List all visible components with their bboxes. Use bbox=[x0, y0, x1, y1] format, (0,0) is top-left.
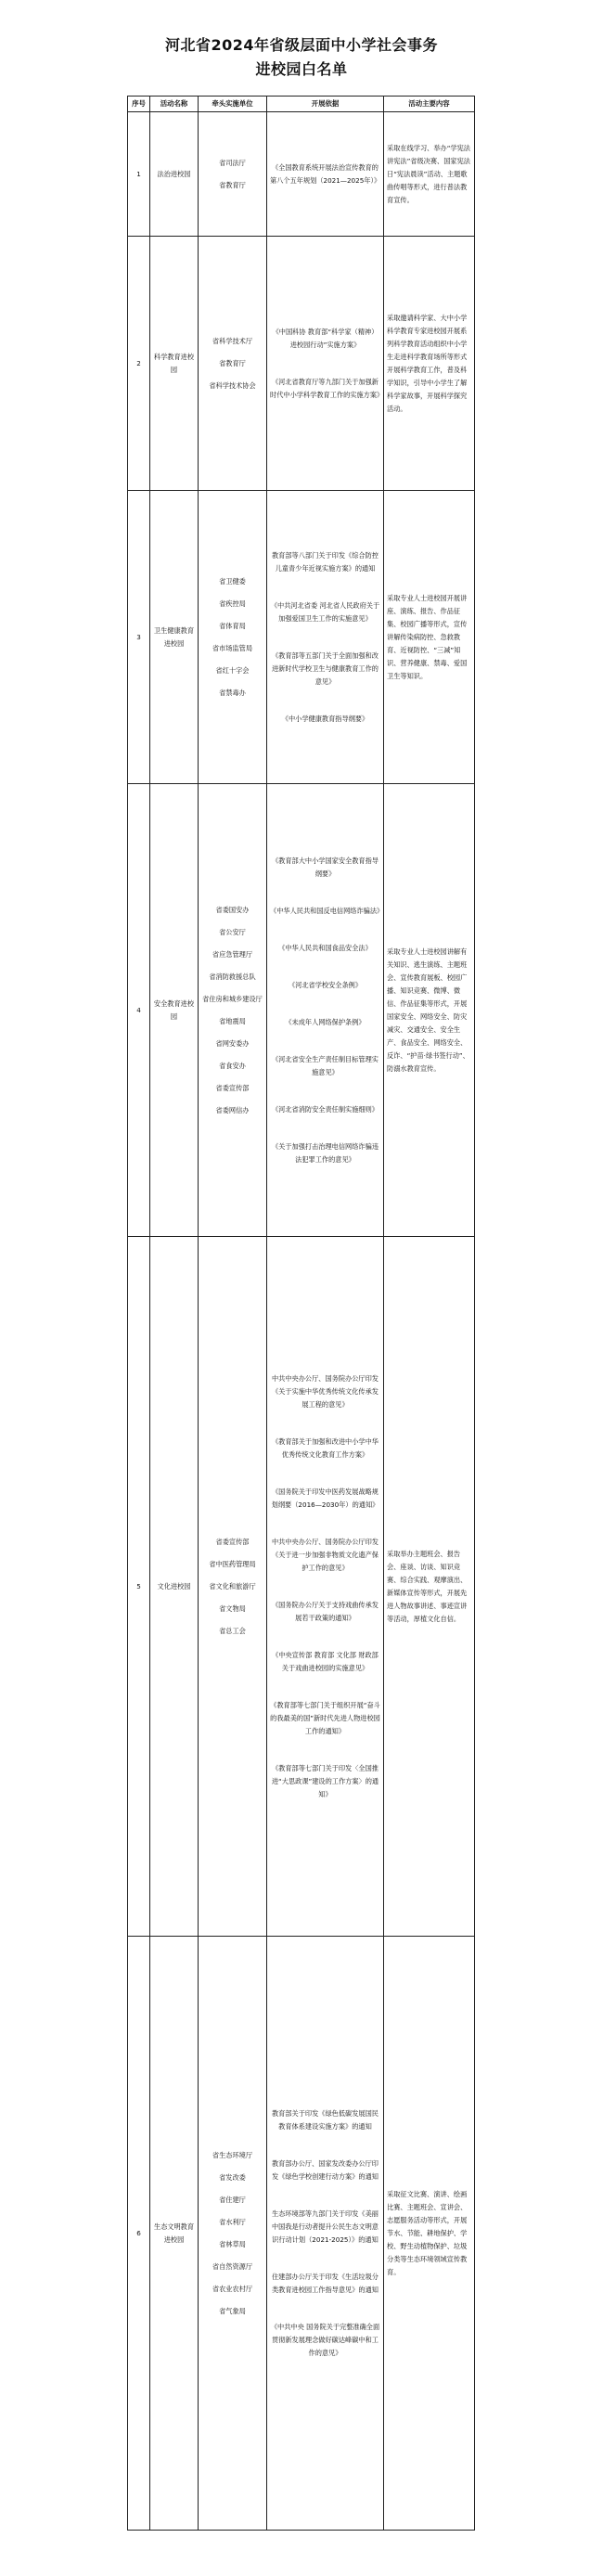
basis-item: 教育部等八部门关于印发《综合防控儿童青少年近视实施方案》的通知 bbox=[271, 550, 378, 573]
basis-item: 《河北省学校安全条例》 bbox=[288, 980, 363, 989]
lead-unit: 省疾控局 bbox=[219, 599, 246, 608]
lead-unit: 省教育厅 bbox=[219, 358, 246, 367]
basis-item: 《未成年人网络保护条例》 bbox=[285, 1017, 366, 1026]
basis-item: 住建部办公厅关于印发《生活垃圾分类教育进校园工作指导意见》的通知 bbox=[271, 2272, 378, 2294]
row-content: 采取在线学习、举办“学宪法讲宪法”省级决赛、国家宪法日“宪法晨读”活动、主题歌曲传唱等形式，进行普法教育宣传。 bbox=[384, 112, 475, 237]
basis-item: 《河北省教育厅等九部门关于加强新时代中小学科学教育工作的实施方案》 bbox=[270, 377, 384, 399]
lead-unit: 省网安委办 bbox=[215, 1038, 250, 1048]
row-basis bbox=[267, 112, 384, 237]
basis-item: 《河北省安全生产责任制目标管理实施意见》 bbox=[271, 1054, 378, 1076]
header-activity: 活动名称 bbox=[150, 97, 199, 112]
row-lead-units bbox=[199, 237, 267, 491]
lead-unit: 省住房和城乡建设厅 bbox=[202, 994, 263, 1003]
lead-unit: 省委宣传部 bbox=[215, 1083, 250, 1092]
row-basis bbox=[267, 237, 384, 491]
row-no: 5 bbox=[128, 1237, 150, 1937]
row-activity: 法治进校园 bbox=[150, 112, 199, 237]
lead-unit: 省科学技术厅 bbox=[212, 336, 253, 345]
header-content: 活动主要内容 bbox=[384, 97, 475, 112]
header-lead-unit: 牵头实施单位 bbox=[199, 97, 267, 112]
row-activity: 安全教育进校园 bbox=[150, 784, 199, 1237]
table-row bbox=[128, 491, 475, 784]
basis-item: 《中华人民共和国食品安全法》 bbox=[278, 943, 372, 952]
title-line-1: 河北省2024年省级层面中小学社会事务 bbox=[164, 36, 439, 54]
lead-unit: 省文物局 bbox=[219, 1604, 246, 1613]
header-no: 序号 bbox=[128, 97, 150, 112]
row-no: 4 bbox=[128, 784, 150, 1237]
basis-item: 《河北省消防安全责任制实施细则》 bbox=[271, 1104, 378, 1114]
row-content: 采取邀请科学家、大中小学科学教育专家进校园开展系列科学教育活动组织中小学生走进科学教育场所等形式开展科学教育工作，普及科学知识，引导中小学生了解科学家故事，开展科学探究活动。 bbox=[384, 237, 475, 491]
table-row bbox=[128, 1237, 475, 1937]
basis-item: 教育部办公厅、国家发改委办公厅印发《绿色学校创建行动方案》的通知 bbox=[271, 2158, 378, 2181]
basis-item: 中共中央办公厅、国务院办公厅印发《关于实施中华优秀传统文化传承发展工程的意见》 bbox=[271, 1373, 378, 1409]
header-basis: 开展依据 bbox=[267, 97, 384, 112]
lead-unit: 省禁毒办 bbox=[219, 688, 246, 697]
row-lead-units bbox=[199, 112, 267, 237]
document-title bbox=[0, 33, 603, 82]
basis-item: 《关于加强打击治理电信网络诈骗违法犯罪工作的意见》 bbox=[271, 1141, 378, 1164]
lead-unit: 省生态环境厅 bbox=[212, 2150, 253, 2159]
lead-unit: 省农业农村厅 bbox=[212, 2284, 253, 2293]
lead-unit: 省红十字会 bbox=[215, 665, 250, 675]
row-content: 采取专业人士进校园讲解有关知识、逃生演练、主题班会、宣传教育展板、校园广播、知识竞赛、微博、微信、作品征集等形式，开展国家安全、网络安全、防灾减灾、交通安全、安全生产、食品安全、网络安全、反诈、“护苗·绿书签行动”、防溺水教育宣传。 bbox=[384, 784, 475, 1237]
lead-unit: 省消防救援总队 bbox=[209, 972, 256, 981]
row-no: 1 bbox=[128, 112, 150, 237]
lead-unit: 省林草局 bbox=[219, 2239, 246, 2248]
lead-unit: 省地震局 bbox=[219, 1016, 246, 1025]
row-no: 6 bbox=[128, 1937, 150, 2531]
lead-unit: 省总工会 bbox=[219, 1626, 246, 1635]
table-row bbox=[128, 1937, 475, 2531]
row-content: 采取征文比赛、演讲、绘画比赛、主题班会、宣讲会、志愿服务活动等形式，开展节水、节能、耕地保护、学校、野生动植物保护、垃圾分类等生态环境领域宣传教育。 bbox=[384, 1937, 475, 2531]
row-lead-units bbox=[199, 491, 267, 784]
row-basis bbox=[267, 491, 384, 784]
whitelist-table bbox=[127, 96, 475, 2531]
basis-item: 《教育部等七部门关于组织开展“奋斗的我最美的国”新时代先进人物进校园工作的通知》 bbox=[270, 1700, 380, 1735]
row-activity: 卫生健康教育进校园 bbox=[150, 491, 199, 784]
table-row bbox=[128, 784, 475, 1237]
row-content: 采取举办主题班会、报告会、座谈、访谈、知识竞赛、综合实践、观摩演出、新媒体宣传等形式，开展先进人物故事讲述、事迹宣讲等活动，厚植文化自信。 bbox=[384, 1237, 475, 1937]
basis-item: 《中国科协 教育部“科学家（精神）进校园行动”实施方案》 bbox=[272, 327, 378, 349]
lead-unit: 省体育局 bbox=[219, 621, 246, 630]
basis-item: 《中央宣传部 教育部 文化部 财政部关于戏曲进校园的实施意见》 bbox=[272, 1650, 378, 1672]
basis-item: 《教育部大中小学国家安全教育指导纲要》 bbox=[271, 856, 378, 878]
lead-unit: 省应急管理厅 bbox=[212, 949, 253, 959]
basis-item: 生态环境部等九部门关于印发《美丽中国我是行动者提升公民生态文明意识行动计划（2021-2025）》的通知 bbox=[271, 2209, 378, 2244]
row-basis bbox=[267, 1237, 384, 1937]
lead-unit: 省教育厅 bbox=[219, 180, 246, 189]
table-body bbox=[128, 112, 475, 2531]
row-lead-units bbox=[199, 784, 267, 1237]
row-basis bbox=[267, 1937, 384, 2531]
basis-item: 《国务院关于印发中医药发展战略规划纲要（2016—2030年）的通知》 bbox=[271, 1487, 379, 1509]
lead-unit: 省水利厅 bbox=[219, 2217, 246, 2226]
row-content: 采取专业人士进校园开展讲座、演练、报告、作品征集、校园广播等形式，宣传讲解传染病防控、急救教育、近视防控、“三减”知识、营养健康、禁毒、爱国卫生等知识。 bbox=[384, 491, 475, 784]
row-lead-units bbox=[199, 1237, 267, 1937]
basis-item: 《中共中央 国务院关于完整准确全面贯彻新发展理念做好碳达峰碳中和工作的意见》 bbox=[270, 2322, 380, 2357]
basis-item: 《全国教育系统开展法治宣传教育的第八个五年规划（2021—2025年）》 bbox=[270, 162, 381, 185]
basis-item: 《中小学健康教育指导纲要》 bbox=[281, 714, 369, 723]
row-no: 3 bbox=[128, 491, 150, 784]
lead-unit: 省市场监管局 bbox=[212, 643, 253, 652]
lead-unit: 省气象局 bbox=[219, 2306, 246, 2315]
lead-unit: 省中医药管理局 bbox=[209, 1559, 256, 1568]
lead-unit: 省食安办 bbox=[219, 1061, 246, 1070]
table-header-row bbox=[128, 97, 475, 112]
basis-item: 《教育部等七部门关于印发〈全国推进“大思政课”建设的工作方案〉的通知》 bbox=[271, 1763, 379, 1798]
lead-unit: 省公安厅 bbox=[219, 927, 246, 936]
table-row bbox=[128, 237, 475, 491]
row-activity: 生态文明教育进校园 bbox=[150, 1937, 199, 2531]
lead-unit: 省卫健委 bbox=[219, 576, 246, 586]
lead-unit: 省文化和旅游厅 bbox=[209, 1581, 256, 1591]
row-basis bbox=[267, 784, 384, 1237]
row-lead-units bbox=[199, 1937, 267, 2531]
lead-unit: 省委宣传部 bbox=[215, 1537, 250, 1546]
basis-item: 《教育部等五部门关于全面加强和改进新时代学校卫生与健康教育工作的意见》 bbox=[271, 650, 378, 686]
basis-item: 《教育部关于加强和改进中小学中华优秀传统文化教育工作方案》 bbox=[271, 1436, 378, 1459]
table-row bbox=[128, 112, 475, 237]
lead-unit: 省科学技术协会 bbox=[209, 380, 256, 390]
row-activity: 文化进校园 bbox=[150, 1237, 199, 1937]
lead-unit: 省司法厅 bbox=[219, 158, 246, 167]
basis-item: 《中华人民共和国反电信网络诈骗法》 bbox=[270, 906, 384, 915]
lead-unit: 省自然资源厅 bbox=[212, 2261, 253, 2271]
basis-item: 《中共河北省委 河北省人民政府关于加强爱国卫生工作的实施意见》 bbox=[270, 600, 380, 623]
basis-item: 《国务院办公厅关于支持戏曲传承发展若干政策的通知》 bbox=[271, 1600, 378, 1622]
lead-unit: 省委国安办 bbox=[215, 905, 250, 914]
basis-item: 中共中央办公厅、国务院办公厅印发《关于进一步加强非物质文化遗产保护工作的意见》 bbox=[271, 1537, 378, 1572]
row-activity: 科学教育进校园 bbox=[150, 237, 199, 491]
row-no: 2 bbox=[128, 237, 150, 491]
lead-unit: 省委网信办 bbox=[215, 1105, 250, 1114]
lead-unit: 省发改委 bbox=[219, 2172, 246, 2182]
title-line-2: 进校园白名单 bbox=[255, 60, 348, 78]
lead-unit: 省住建厅 bbox=[219, 2195, 246, 2204]
basis-item: 教育部关于印发《绿色低碳发展国民教育体系建设实施方案》的通知 bbox=[271, 2108, 378, 2131]
